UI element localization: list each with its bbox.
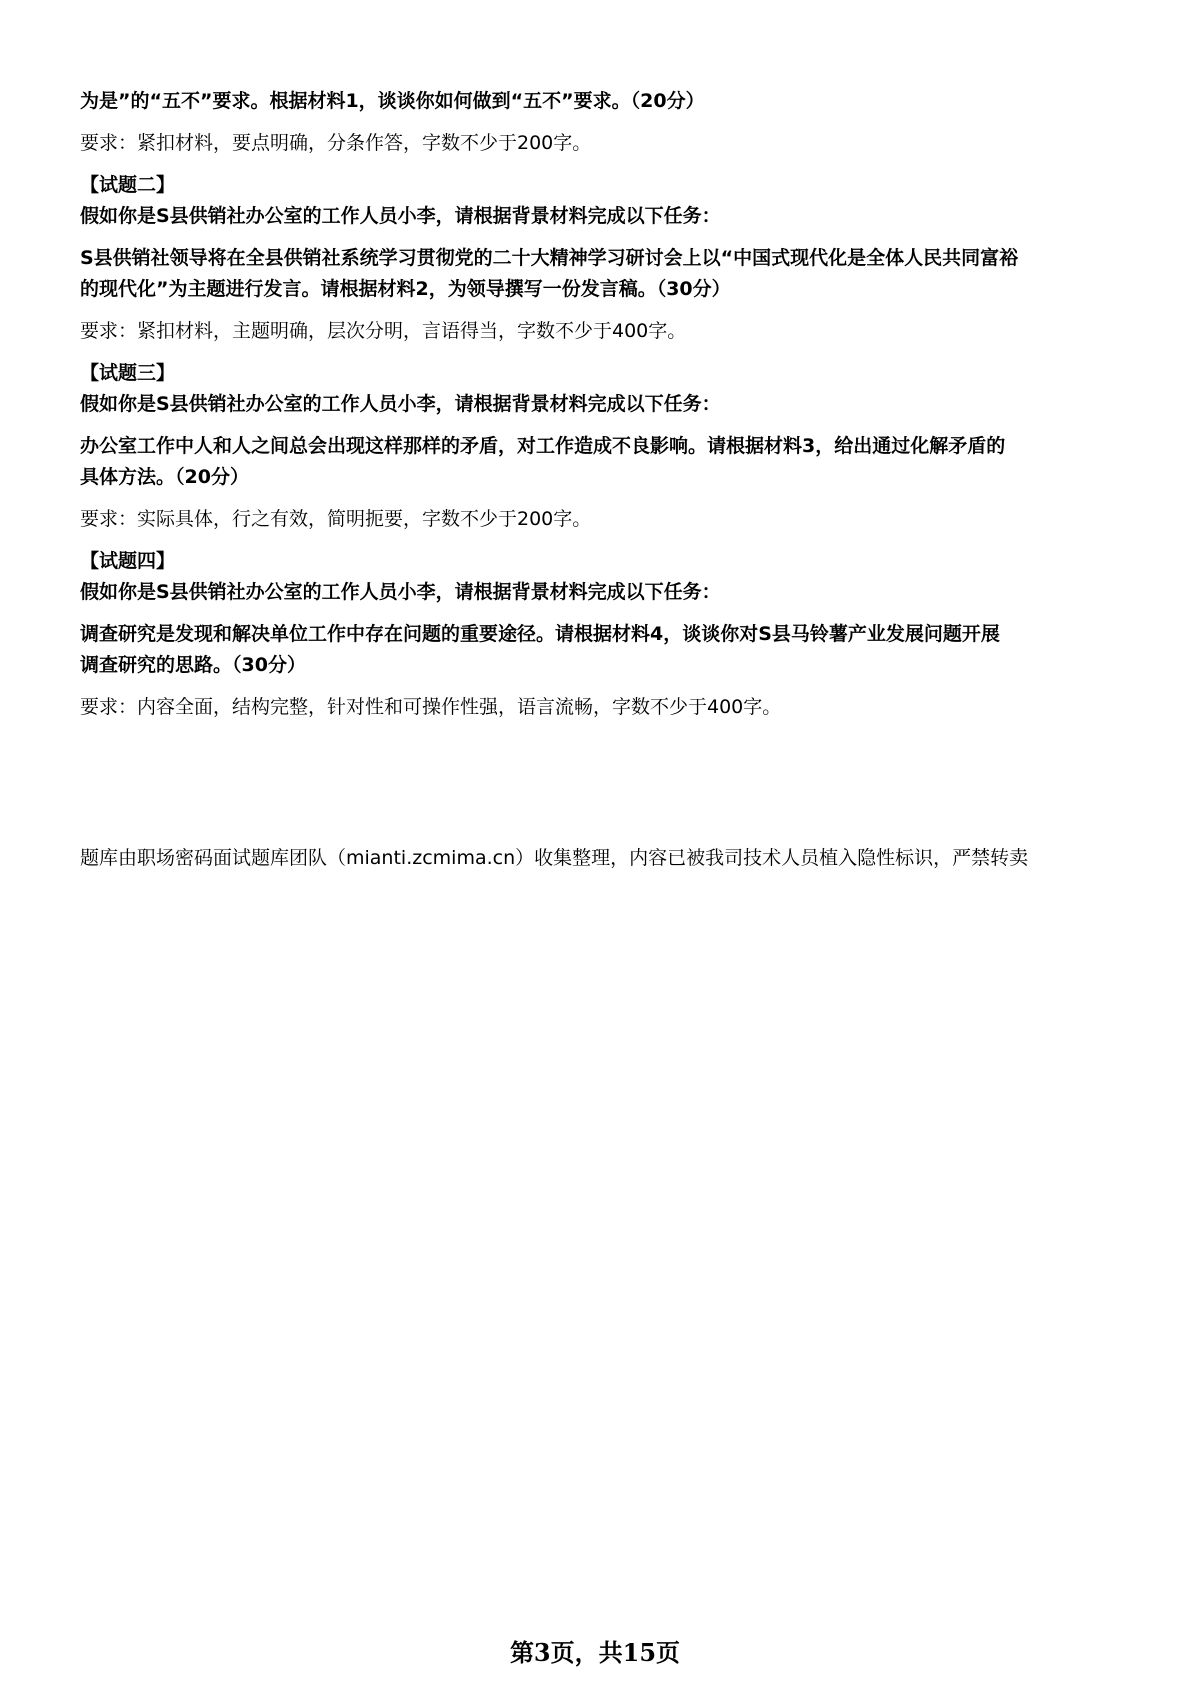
section1-task: 为是”的“五不”要求。根据材料1，谈谈你如何做到“五不”要求。（20分）	[80, 90, 705, 112]
section4-title: 【试题四】	[80, 550, 176, 572]
document-body	[80, 86, 1120, 734]
section3-requirement: 要求：实际具体，行之有效，简明扼要，字数不少于200字。	[80, 508, 592, 530]
section4-task	[80, 619, 1120, 681]
section2-task-line1: S县供销社领导将在全县供销社系统学习贯彻党的二十大精神学习研讨会上以“中国式现代化是全体人民共同富裕	[80, 247, 1019, 269]
section3-task	[80, 431, 1120, 493]
section4-task-line2: 调查研究的思路。（30分）	[80, 654, 306, 676]
section4-requirement: 要求：内容全面，结构完整，针对性和可操作性强，语言流畅，字数不少于400字。	[80, 696, 782, 718]
section4-task-line1: 调查研究是发现和解决单位工作中存在问题的重要途径。请根据材料4，谈谈你对S县马铃薯产业发展问题开展	[80, 623, 1000, 645]
section3-scenario: 假如你是S县供销社办公室的工作人员小李，请根据背景材料完成以下任务：	[80, 393, 721, 415]
section2-requirement: 要求：紧扣材料，主题明确，层次分明，言语得当，字数不少于400字。	[80, 320, 687, 342]
section2-title: 【试题二】	[80, 174, 176, 196]
section3-task-line1: 办公室工作中人和人之间总会出现这样那样的矛盾，对工作造成不良影响。请根据材料3，给出通过化解矛盾的	[80, 435, 1006, 457]
copyright-note: 题库由职场密码面试题库团队（mianti.zcmima.cn）收集整理，内容已被我司技术人员植入隐性标识，严禁转卖	[80, 847, 1029, 869]
section2-task-line2: 的现代化”为主题进行发言。请根据材料2，为领导撰写一份发言稿。（30分）	[80, 278, 731, 300]
section3-task-line2: 具体方法。（20分）	[80, 466, 249, 488]
section2-scenario: 假如你是S县供销社办公室的工作人员小李，请根据背景材料完成以下任务：	[80, 205, 721, 227]
page-number: 第3页，共15页	[509, 1638, 681, 1667]
section3-title: 【试题三】	[80, 362, 176, 384]
section1-requirement: 要求：紧扣材料，要点明确，分条作答，字数不少于200字。	[80, 132, 592, 154]
section4-scenario: 假如你是S县供销社办公室的工作人员小李，请根据背景材料完成以下任务：	[80, 581, 721, 603]
section2-task	[80, 243, 1120, 305]
